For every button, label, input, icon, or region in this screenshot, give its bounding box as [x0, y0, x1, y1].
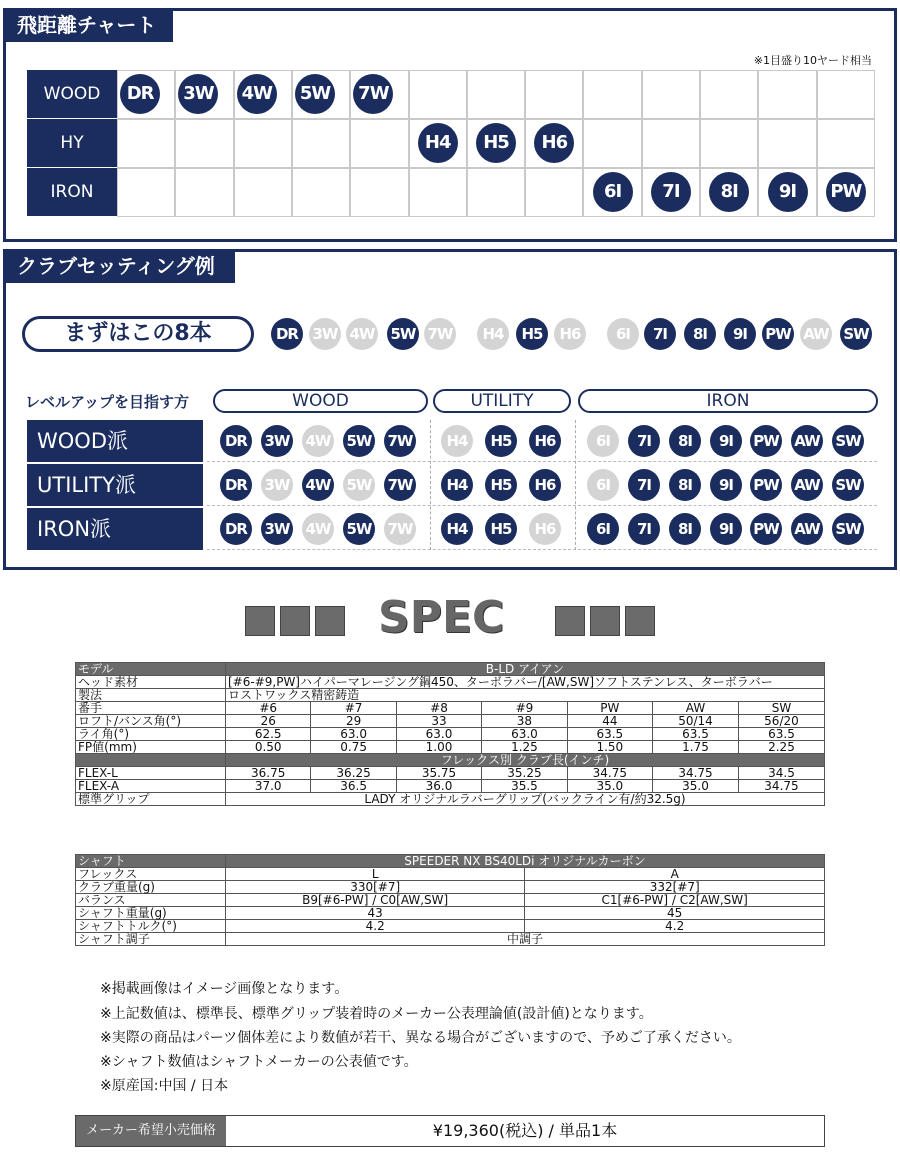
flex-cell: 36.0	[396, 780, 481, 793]
setting-chip: H5	[516, 318, 548, 350]
spec-heading: SPEC	[378, 592, 505, 643]
spec-row	[76, 728, 825, 741]
setting-chip: H4	[441, 425, 473, 457]
flex-row	[76, 780, 825, 793]
shaft-cell: L	[226, 868, 525, 881]
setting-chip: 4W	[302, 513, 334, 545]
grid-cell	[175, 168, 233, 217]
spec-table-head: モデル B-LD アイアン ヘッド素材 [#6-#9,PW]ハイパーマレージング鋼450、ターボラバー/[AW,SW]ソフトステンレス、ターボラバー 製法 ロストワックス精密鋳造 番手 #6 #7 #8 #9 PW AW SW ロフト/バンス角(°) 26 29 33 38 44 50/14 56/20 ライ角(°) 62.5 63.0 63.0 63.0 63.5 63.5 63.5 FP値(mm) 0.50 0.75 1.00 1.25 1.50 1.75 2.25 フレックス別 クラブ長(インチ) FLEX-L 36.75 36.25 35.75 35.25 34.75 34.75 34.5 FLEX-A 37.0 36.5 36.0 35.5 35.0 35.0 34.75 標準グリップ LADY オリジナルラバーグリップ(バックライン有/約32.5g)	[75, 662, 825, 806]
spec-cell: 63.0	[396, 728, 481, 741]
distance-chip: 9I	[768, 172, 808, 212]
spec-table-shaft: シャフト SPEEDER NX BS40LDi オリジナルカーボン フレックス L A クラブ重量(g) 330[#7] 332[#7] バランス B9[#6-PW] / C0[AW,SW] C1[#6-PW] / C2[AW,SW] シャフト重量(g) 43 45 シャフトトルク(°) 4.2 4.2 シャフト調子 中調子	[75, 854, 825, 946]
shaft-cell: 4.2	[525, 920, 825, 933]
setting-chip: 6I	[587, 425, 619, 457]
shaft-row	[76, 894, 825, 907]
flex-cell: FLEX-L	[76, 767, 226, 780]
flex-cell: 36.5	[311, 780, 396, 793]
group-wood: WOOD	[213, 389, 428, 413]
chart-note: ※1目盛り10ヤード相当	[753, 54, 872, 67]
setting-chip: DR	[220, 469, 252, 501]
shaft-cell: C1[#6-PW] / C2[AW,SW]	[525, 894, 825, 907]
spec-cell: 33	[396, 715, 481, 728]
distance-chip: H5	[476, 123, 516, 163]
note-2: ※上記数値は、標準長、標準グリップ装着時のメーカー公表理論値(設計値)となります。	[100, 1006, 653, 1022]
grid-cell	[467, 168, 525, 217]
setting-chip: 8I	[669, 469, 701, 501]
setting-chip: H4	[441, 513, 473, 545]
setting-chip: 7W	[384, 513, 416, 545]
shaft-cell: シャフトトルク(°)	[76, 920, 226, 933]
chart-row-label: WOOD	[27, 70, 117, 118]
first-8-label: まずはこの8本	[22, 316, 254, 352]
spec-cell: 44	[567, 715, 652, 728]
spec-cell: PW	[567, 702, 652, 715]
setting-chip: 5W	[343, 513, 375, 545]
setting-chip: 5W	[343, 469, 375, 501]
spec-cell: 63.0	[482, 728, 567, 741]
grid-cell	[525, 168, 583, 217]
setting-chip: SW	[832, 513, 864, 545]
setting-chip: H6	[554, 318, 586, 350]
spec-cell: FP値(mm)	[76, 741, 226, 754]
grid-cell	[234, 168, 292, 217]
levelup-label: レベルアップを目指す方	[25, 393, 189, 411]
grid-cell	[117, 168, 175, 217]
spec-cell: #8	[396, 702, 481, 715]
setting-chip: SW	[832, 425, 864, 457]
grid-cell	[583, 70, 641, 119]
grid-cell	[758, 119, 816, 168]
distance-chip: 7W	[353, 74, 393, 114]
spec-cell: 2.25	[738, 741, 824, 754]
shaft-cell: B9[#6-PW] / C0[AW,SW]	[226, 894, 525, 907]
spec-cell: AW	[653, 702, 739, 715]
spec-row	[76, 741, 825, 754]
spec-cell: 63.5	[738, 728, 824, 741]
setting-chip: 5W	[343, 425, 375, 457]
distance-grid	[27, 70, 875, 217]
setting-chip: 3W	[261, 513, 293, 545]
setting-chip: H5	[485, 513, 517, 545]
grid-cell	[467, 70, 525, 119]
shaft-row	[76, 920, 825, 933]
shaft-cell: 4.2	[226, 920, 525, 933]
setting-chip: 4W	[302, 469, 334, 501]
setting-chip: 8I	[669, 425, 701, 457]
spec-cell: #7	[311, 702, 396, 715]
setting-chip: PW	[762, 318, 794, 350]
setting-chip: H6	[529, 425, 561, 457]
setting-chip: 9I	[710, 469, 742, 501]
setting-chip: AW	[800, 318, 832, 350]
setting-chip: H6	[529, 513, 561, 545]
flex-cell: 34.75	[738, 780, 824, 793]
spec-cell: #9	[482, 702, 567, 715]
grid-cell	[175, 119, 233, 168]
spec-cell: 0.50	[226, 741, 311, 754]
grid-cell	[117, 119, 175, 168]
flex-cell: 34.5	[738, 767, 824, 780]
flex-cell: 36.25	[311, 767, 396, 780]
grid-cell	[409, 70, 467, 119]
shaft-cell: 330[#7]	[226, 881, 525, 894]
flex-cell: 35.75	[396, 767, 481, 780]
spec-cell: 1.00	[396, 741, 481, 754]
setting-chip: AW	[791, 425, 823, 457]
chart-row-label: IRON	[27, 168, 117, 216]
spec-cell: 0.75	[311, 741, 396, 754]
shaft-row	[76, 868, 825, 881]
flex-cell: 34.75	[567, 767, 652, 780]
spec-cell: 38	[482, 715, 567, 728]
spec-cell: 1.50	[567, 741, 652, 754]
spec-cell: 1.75	[653, 741, 739, 754]
spec-cell: 50/14	[653, 715, 739, 728]
setting-chip: SW	[840, 318, 872, 350]
levelup-row-label: UTILITY派	[27, 464, 203, 506]
price-box	[75, 1115, 825, 1147]
shaft-cell: 43	[226, 907, 525, 920]
distance-chip: 8I	[709, 172, 749, 212]
grid-cell	[525, 70, 583, 119]
group-iron: IRON	[578, 389, 878, 413]
flex-cell: 37.0	[226, 780, 311, 793]
setting-chip: 9I	[724, 318, 756, 350]
setting-chip: 5W	[387, 318, 419, 350]
grid-cell	[700, 119, 758, 168]
setting-chip: DR	[220, 425, 252, 457]
setting-chip: 7I	[644, 318, 676, 350]
spec-cell: 56/20	[738, 715, 824, 728]
spec-cell: ライ角(°)	[76, 728, 226, 741]
setting-chip: AW	[791, 469, 823, 501]
setting-chip: 3W	[261, 469, 293, 501]
setting-chip: 8I	[684, 318, 716, 350]
distance-chip: H4	[418, 123, 458, 163]
setting-chip: H5	[485, 469, 517, 501]
note-4: ※シャフト数値はシャフトメーカーの公表値です。	[100, 1054, 418, 1070]
setting-chip: H5	[485, 425, 517, 457]
levelup-row-label: IRON派	[27, 508, 203, 550]
shaft-cell: クラブ重量(g)	[76, 881, 226, 894]
grid-cell	[817, 70, 875, 119]
setting-chip: 4W	[346, 318, 378, 350]
setting-chip: H6	[529, 469, 561, 501]
grid-cell	[758, 70, 816, 119]
setting-chip: H4	[477, 318, 509, 350]
spec-cell: 63.5	[653, 728, 739, 741]
spec-row	[76, 702, 825, 715]
setting-chip: 4W	[302, 425, 334, 457]
price-value: ¥19,360(税込) / 単品1本	[432, 1121, 618, 1140]
setting-chip: DR	[271, 318, 303, 350]
flex-cell: 35.5	[482, 780, 567, 793]
setting-chip: 3W	[309, 318, 341, 350]
shaft-cell: A	[525, 868, 825, 881]
spec-cell: ロフト/バンス角(°)	[76, 715, 226, 728]
shaft-cell: 45	[525, 907, 825, 920]
setting-chip: 7I	[628, 425, 660, 457]
grid-cell	[700, 70, 758, 119]
flex-cell: FLEX-A	[76, 780, 226, 793]
spec-row	[76, 715, 825, 728]
setting-chip: 7I	[628, 513, 660, 545]
setting-chip: 7W	[384, 425, 416, 457]
setting-chip: PW	[750, 425, 782, 457]
distance-chip: 5W	[295, 74, 335, 114]
spec-cell: 26	[226, 715, 311, 728]
setting-title: クラブセッティング例	[3, 249, 235, 283]
group-utility: UTILITY	[433, 389, 571, 413]
distance-chip: PW	[826, 172, 866, 212]
setting-chip: 9I	[710, 513, 742, 545]
setting-chip: PW	[750, 513, 782, 545]
group-divider	[575, 420, 576, 550]
group-divider	[430, 420, 431, 550]
setting-chip: PW	[750, 469, 782, 501]
flex-cell: 35.25	[482, 767, 567, 780]
grid-cell	[642, 119, 700, 168]
distance-chart-title: 飛距離チャート	[3, 8, 173, 42]
spec-cell: 29	[311, 715, 396, 728]
grid-cell	[292, 168, 350, 217]
spec-cell: 1.25	[482, 741, 567, 754]
chart-row-label: HY	[27, 119, 117, 167]
setting-chip: 8I	[669, 513, 701, 545]
grid-cell	[350, 168, 408, 217]
price-label: メーカー希望小売価格	[76, 1116, 226, 1146]
distance-chip: 7I	[651, 172, 691, 212]
grid-cell	[817, 119, 875, 168]
flex-cell: 35.0	[567, 780, 652, 793]
flex-row	[76, 767, 825, 780]
setting-chip: 7W	[424, 318, 456, 350]
grid-cell	[642, 70, 700, 119]
note-5: ※原産国:中国 / 日本	[100, 1078, 229, 1094]
flex-cell: 36.75	[226, 767, 311, 780]
setting-chip: H4	[441, 469, 473, 501]
setting-chip: 7W	[384, 469, 416, 501]
grid-cell	[234, 119, 292, 168]
distance-chip: 6I	[593, 172, 633, 212]
setting-chip: 9I	[710, 425, 742, 457]
setting-chip: SW	[832, 469, 864, 501]
setting-chip: 6I	[607, 318, 639, 350]
distance-chip: H6	[534, 123, 574, 163]
grid-cell	[583, 119, 641, 168]
shaft-row	[76, 881, 825, 894]
setting-chip: DR	[220, 513, 252, 545]
grid-cell	[292, 119, 350, 168]
spec-cell: SW	[738, 702, 824, 715]
shaft-cell: 332[#7]	[525, 881, 825, 894]
grid-cell	[350, 119, 408, 168]
setting-chip: AW	[791, 513, 823, 545]
setting-chip: 7I	[628, 469, 660, 501]
spec-cell: 63.0	[311, 728, 396, 741]
spec-cell: 63.5	[567, 728, 652, 741]
flex-cell: 34.75	[653, 767, 739, 780]
flex-cell: 35.0	[653, 780, 739, 793]
setting-chip: 6I	[587, 469, 619, 501]
spec-cell: 62.5	[226, 728, 311, 741]
spec-cell: #6	[226, 702, 311, 715]
levelup-row-label: WOOD派	[27, 420, 203, 462]
setting-chip: 3W	[261, 425, 293, 457]
setting-chip: 6I	[587, 513, 619, 545]
shaft-cell: バランス	[76, 894, 226, 907]
distance-chip: 4W	[237, 74, 277, 114]
spec-cell: 番手	[76, 702, 226, 715]
note-1: ※掲載画像はイメージ画像となります。	[100, 981, 349, 997]
shaft-cell: フレックス	[76, 868, 226, 881]
distance-chip: DR	[120, 74, 160, 114]
grid-cell	[409, 168, 467, 217]
shaft-cell: シャフト重量(g)	[76, 907, 226, 920]
distance-chip: 3W	[178, 74, 218, 114]
note-3: ※実際の商品はパーツ個体差により数値が若干、異なる場合がございますので、予めご了承ください。	[100, 1030, 741, 1046]
shaft-row	[76, 907, 825, 920]
